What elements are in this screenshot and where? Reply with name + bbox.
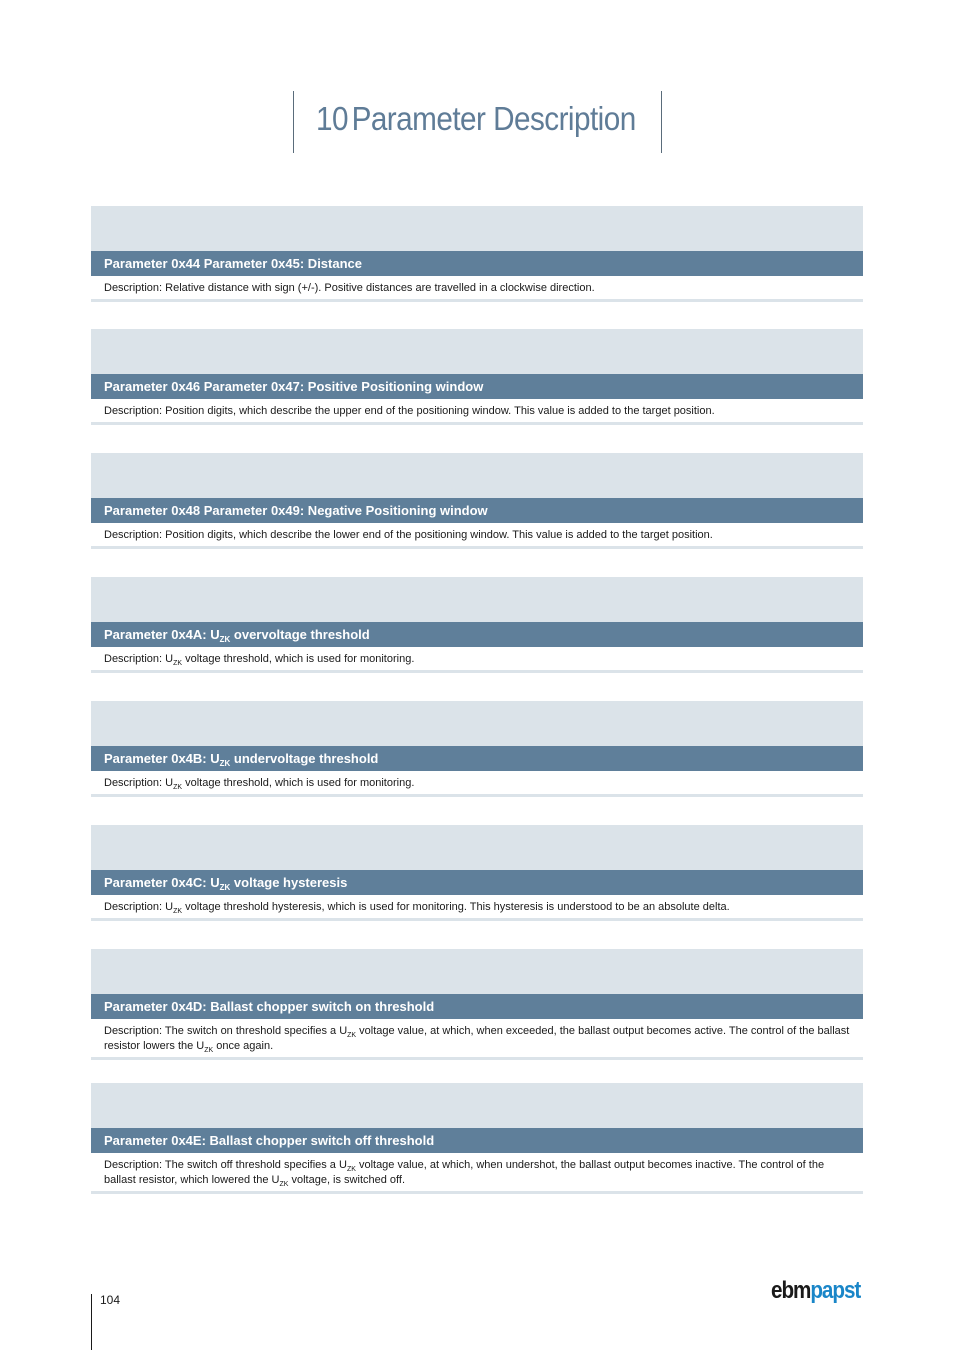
description-text: Description: U: [104, 653, 174, 665]
chapter-number: 10: [316, 100, 348, 137]
heading-subscript: ZK: [219, 759, 231, 768]
parameter-block-0x4c: [91, 825, 863, 921]
parameter-spacer-band: [91, 949, 863, 994]
parameter-description: Description: Relative distance with sign (+/-). Positive distances are travelled in a clockwise direction.: [91, 276, 863, 302]
logo-text-ebm: ebm: [771, 1277, 811, 1304]
description-text: Description: The switch on threshold specifies a U: [104, 1025, 348, 1037]
parameter-description: [91, 895, 863, 921]
description-subscript: ZK: [279, 1181, 289, 1188]
heading-subscript: ZK: [219, 635, 231, 644]
parameter-spacer-band: [91, 1083, 863, 1128]
parameter-block-0x48: [91, 453, 863, 549]
parameter-heading: Parameter 0x48 Parameter 0x49: Negative Positioning window: [91, 498, 863, 523]
description-text: voltage threshold, which is used for monitoring.: [182, 653, 415, 665]
parameter-block-0x44: [91, 206, 863, 302]
parameter-description: [91, 647, 863, 673]
heading-text: Parameter 0x4A: U: [104, 627, 220, 642]
parameter-description: [91, 771, 863, 797]
parameter-heading: [91, 870, 863, 895]
parameter-spacer-band: [91, 453, 863, 498]
heading-subscript: ZK: [219, 883, 231, 892]
parameter-description: Description: Position digits, which describe the lower end of the positioning window. This value is added to the target position.: [91, 523, 863, 549]
description-text: once again.: [213, 1040, 274, 1052]
parameter-block-0x4a: [91, 577, 863, 673]
parameter-heading: Parameter 0x44 Parameter 0x45: Distance: [91, 251, 863, 276]
description-text: Description: U: [104, 901, 174, 913]
heading-text: Parameter 0x4C: U: [104, 875, 220, 890]
description-text: voltage value, at which, when exceeded, the ballast output becomes active. The control of the ballast resistor lowers the U: [104, 1025, 850, 1052]
description-subscript: ZK: [173, 908, 183, 915]
heading-text: overvoltage threshold: [230, 627, 370, 642]
parameter-spacer-band: [91, 329, 863, 374]
parameter-spacer-band: [91, 825, 863, 870]
parameter-heading: Parameter 0x46 Parameter 0x47: Positive Positioning window: [91, 374, 863, 399]
description-text: voltage threshold, which is used for monitoring.: [182, 777, 415, 789]
title-right-rule: [661, 91, 662, 153]
logo-text-papst: papst: [810, 1277, 861, 1304]
parameter-heading: Parameter 0x4D: Ballast chopper switch on threshold: [91, 994, 863, 1019]
parameter-heading: [91, 622, 863, 647]
footer-rule: [91, 1294, 92, 1350]
description-subscript: ZK: [204, 1047, 214, 1054]
parameter-description: [91, 1153, 863, 1194]
description-text: Description: The switch off threshold specifies a U: [104, 1159, 347, 1171]
parameter-block-0x4e: [91, 1083, 863, 1194]
page-number: 104: [100, 1293, 121, 1307]
title-left-rule: [293, 91, 294, 153]
description-text: voltage threshold hysteresis, which is used for monitoring. This hysteresis is understood to be an absolute delta.: [182, 901, 730, 913]
description-text: voltage, is switched off.: [288, 1174, 406, 1186]
parameter-block-0x4b: [91, 701, 863, 797]
heading-text: voltage hysteresis: [230, 875, 348, 890]
description-subscript: ZK: [173, 784, 183, 791]
parameter-block-0x4d: [91, 949, 863, 1060]
parameter-heading: [91, 746, 863, 771]
description-text: voltage value, at which, when undershot, the ballast output becomes inactive. The control of the ballast resistor, which lowered the U: [104, 1159, 825, 1186]
description-subscript: ZK: [173, 660, 183, 667]
parameter-block-0x46: [91, 329, 863, 425]
parameter-spacer-band: [91, 577, 863, 622]
parameter-description: [91, 1019, 863, 1060]
parameter-description: Description: Position digits, which describe the upper end of the positioning window. This value is added to the target position.: [91, 399, 863, 425]
description-subscript: ZK: [346, 1166, 356, 1173]
heading-text: Parameter 0x4B: U: [104, 751, 220, 766]
parameter-spacer-band: [91, 206, 863, 251]
description-text: Description: U: [104, 777, 174, 789]
parameter-heading: Parameter 0x4E: Ballast chopper switch off threshold: [91, 1128, 863, 1153]
parameter-spacer-band: [91, 701, 863, 746]
description-subscript: ZK: [347, 1032, 357, 1039]
heading-text: undervoltage threshold: [230, 751, 379, 766]
chapter-title-text: Parameter Description: [351, 100, 636, 137]
chapter-title: [316, 100, 636, 138]
ebmpapst-logo: [771, 1277, 860, 1305]
